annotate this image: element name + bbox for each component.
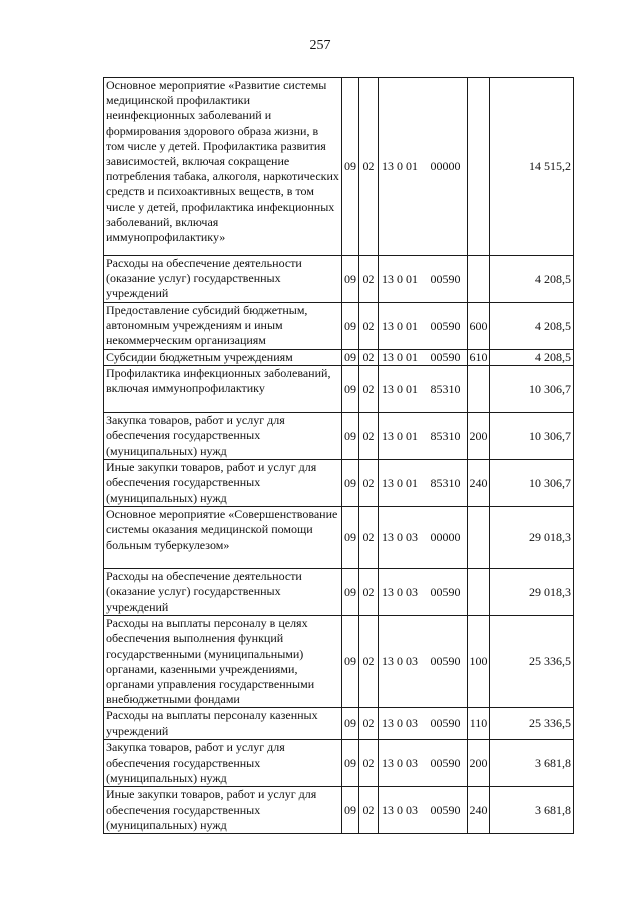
direction-code: 85310 <box>429 460 468 507</box>
subsection-code: 02 <box>359 616 379 708</box>
ministry-code: 09 <box>342 366 359 413</box>
subsection-code: 02 <box>359 413 379 460</box>
program-code: 13 0 01 <box>379 350 429 366</box>
table-row <box>104 413 574 460</box>
direction-code: 00590 <box>429 303 468 350</box>
row-sum: 3 681,8 <box>490 787 574 834</box>
row-name: Иные закупки товаров, работ и услуг для обеспечения государственных (муниципальных) нужд <box>104 460 342 507</box>
row-sum: 4 208,5 <box>490 303 574 350</box>
program-code: 13 0 01 <box>379 460 429 507</box>
direction-code: 00590 <box>429 708 468 740</box>
row-name: Закупка товаров, работ и услуг для обеспечения государственных (муниципальных) нужд <box>104 740 342 787</box>
direction-code: 00590 <box>429 569 468 616</box>
program-code: 13 0 03 <box>379 569 429 616</box>
program-code: 13 0 01 <box>379 303 429 350</box>
expense-type-code <box>468 366 490 413</box>
ministry-code: 09 <box>342 616 359 708</box>
subsection-code: 02 <box>359 460 379 507</box>
program-code: 13 0 01 <box>379 413 429 460</box>
row-sum: 10 306,7 <box>490 413 574 460</box>
row-sum: 10 306,7 <box>490 460 574 507</box>
expense-type-code: 600 <box>468 303 490 350</box>
ministry-code: 09 <box>342 413 359 460</box>
table-row <box>104 350 574 366</box>
row-name: Закупка товаров, работ и услуг для обеспечения государственных (муниципальных) нужд <box>104 413 342 460</box>
direction-code: 00590 <box>429 740 468 787</box>
expense-type-code: 200 <box>468 740 490 787</box>
ministry-code: 09 <box>342 460 359 507</box>
table-row <box>104 366 574 413</box>
row-sum: 10 306,7 <box>490 366 574 413</box>
ministry-code: 09 <box>342 740 359 787</box>
row-name: Предоставление субсидий бюджетным, автономным учреждениям и иным некоммерческим организациям <box>104 303 342 350</box>
direction-code: 85310 <box>429 366 468 413</box>
row-name: Субсидии бюджетным учреждениям <box>104 350 342 366</box>
program-code: 13 0 03 <box>379 740 429 787</box>
budget-table <box>103 77 574 834</box>
row-name: Основное мероприятие «Развитие системы медицинской профилактики неинфекционных заболеваний и формирования здорового образа жизни, в том числе у детей. Профилактика развития зависимостей, включая сокращение потребления табака, алкоголя, наркотических средств и психоактивных веществ, в том числе у детей, профилактика инфекционных заболеваний, включая иммунопрофилактику» <box>104 78 342 256</box>
row-name: Расходы на выплаты персоналу казенных учреждений <box>104 708 342 740</box>
subsection-code: 02 <box>359 350 379 366</box>
direction-code: 00590 <box>429 350 468 366</box>
row-sum: 14 515,2 <box>490 78 574 256</box>
ministry-code: 09 <box>342 303 359 350</box>
row-name: Профилактика инфекционных заболеваний, включая иммунопрофилактику <box>104 366 342 413</box>
expense-type-code <box>468 78 490 256</box>
table-row <box>104 507 574 569</box>
expense-type-code: 240 <box>468 787 490 834</box>
program-code: 13 0 03 <box>379 507 429 569</box>
expense-type-code: 110 <box>468 708 490 740</box>
subsection-code: 02 <box>359 569 379 616</box>
program-code: 13 0 01 <box>379 256 429 303</box>
row-name: Расходы на обеспечение деятельности (оказание услуг) государственных учреждений <box>104 569 342 616</box>
row-name: Основное мероприятие «Совершенствование системы оказания медицинской помощи больным туберкулезом» <box>104 507 342 569</box>
row-name: Расходы на обеспечение деятельности (оказание услуг) государственных учреждений <box>104 256 342 303</box>
direction-code: 00590 <box>429 256 468 303</box>
row-name: Расходы на выплаты персоналу в целях обеспечения выполнения функций государственными (муниципальными) органами, казенными учреждениями, органами управления государственными внебюджетными фондами <box>104 616 342 708</box>
expense-type-code <box>468 569 490 616</box>
direction-code: 00590 <box>429 787 468 834</box>
ministry-code: 09 <box>342 256 359 303</box>
subsection-code: 02 <box>359 256 379 303</box>
table-row <box>104 569 574 616</box>
expense-type-code: 610 <box>469 350 488 365</box>
direction-code: 00000 <box>429 507 468 569</box>
expense-type-code: 240 <box>468 460 490 507</box>
subsection-code: 02 <box>359 366 379 413</box>
expense-type-code: 200 <box>468 413 490 460</box>
ministry-code: 09 <box>342 708 359 740</box>
subsection-code: 02 <box>359 303 379 350</box>
row-sum: 25 336,5 <box>490 708 574 740</box>
row-name: Иные закупки товаров, работ и услуг для обеспечения государственных (муниципальных) нужд <box>104 787 342 834</box>
table-row <box>104 787 574 834</box>
program-code: 13 0 03 <box>379 708 429 740</box>
table-row <box>104 740 574 787</box>
ministry-code: 09 <box>342 78 359 256</box>
subsection-code: 02 <box>359 78 379 256</box>
subsection-code: 02 <box>359 507 379 569</box>
row-sum: 4 208,5 <box>490 256 574 303</box>
direction-code: 00590 <box>429 616 468 708</box>
direction-code: 00000 <box>429 78 468 256</box>
subsection-code: 02 <box>359 708 379 740</box>
row-sum: 25 336,5 <box>490 616 574 708</box>
ministry-code: 09 <box>342 569 359 616</box>
page-number: 257 <box>309 38 331 53</box>
table-row <box>104 708 574 740</box>
expense-type-code <box>468 507 490 569</box>
direction-code: 85310 <box>429 413 468 460</box>
row-sum: 4 208,5 <box>490 350 574 366</box>
program-code: 13 0 01 <box>379 78 429 256</box>
subsection-code: 02 <box>359 787 379 834</box>
table-row <box>104 460 574 507</box>
table-row <box>104 78 574 256</box>
row-sum: 29 018,3 <box>490 507 574 569</box>
ministry-code: 09 <box>342 350 359 366</box>
table-row <box>104 616 574 708</box>
expense-type-code <box>468 256 490 303</box>
table-row <box>104 303 574 350</box>
program-code: 13 0 03 <box>379 616 429 708</box>
row-sum: 29 018,3 <box>490 569 574 616</box>
ministry-code: 09 <box>342 507 359 569</box>
ministry-code: 09 <box>342 787 359 834</box>
program-code: 13 0 01 <box>379 366 429 413</box>
table-row <box>104 256 574 303</box>
expense-type-code: 100 <box>468 616 490 708</box>
program-code: 13 0 03 <box>379 787 429 834</box>
subsection-code: 02 <box>359 740 379 787</box>
row-sum: 3 681,8 <box>490 740 574 787</box>
